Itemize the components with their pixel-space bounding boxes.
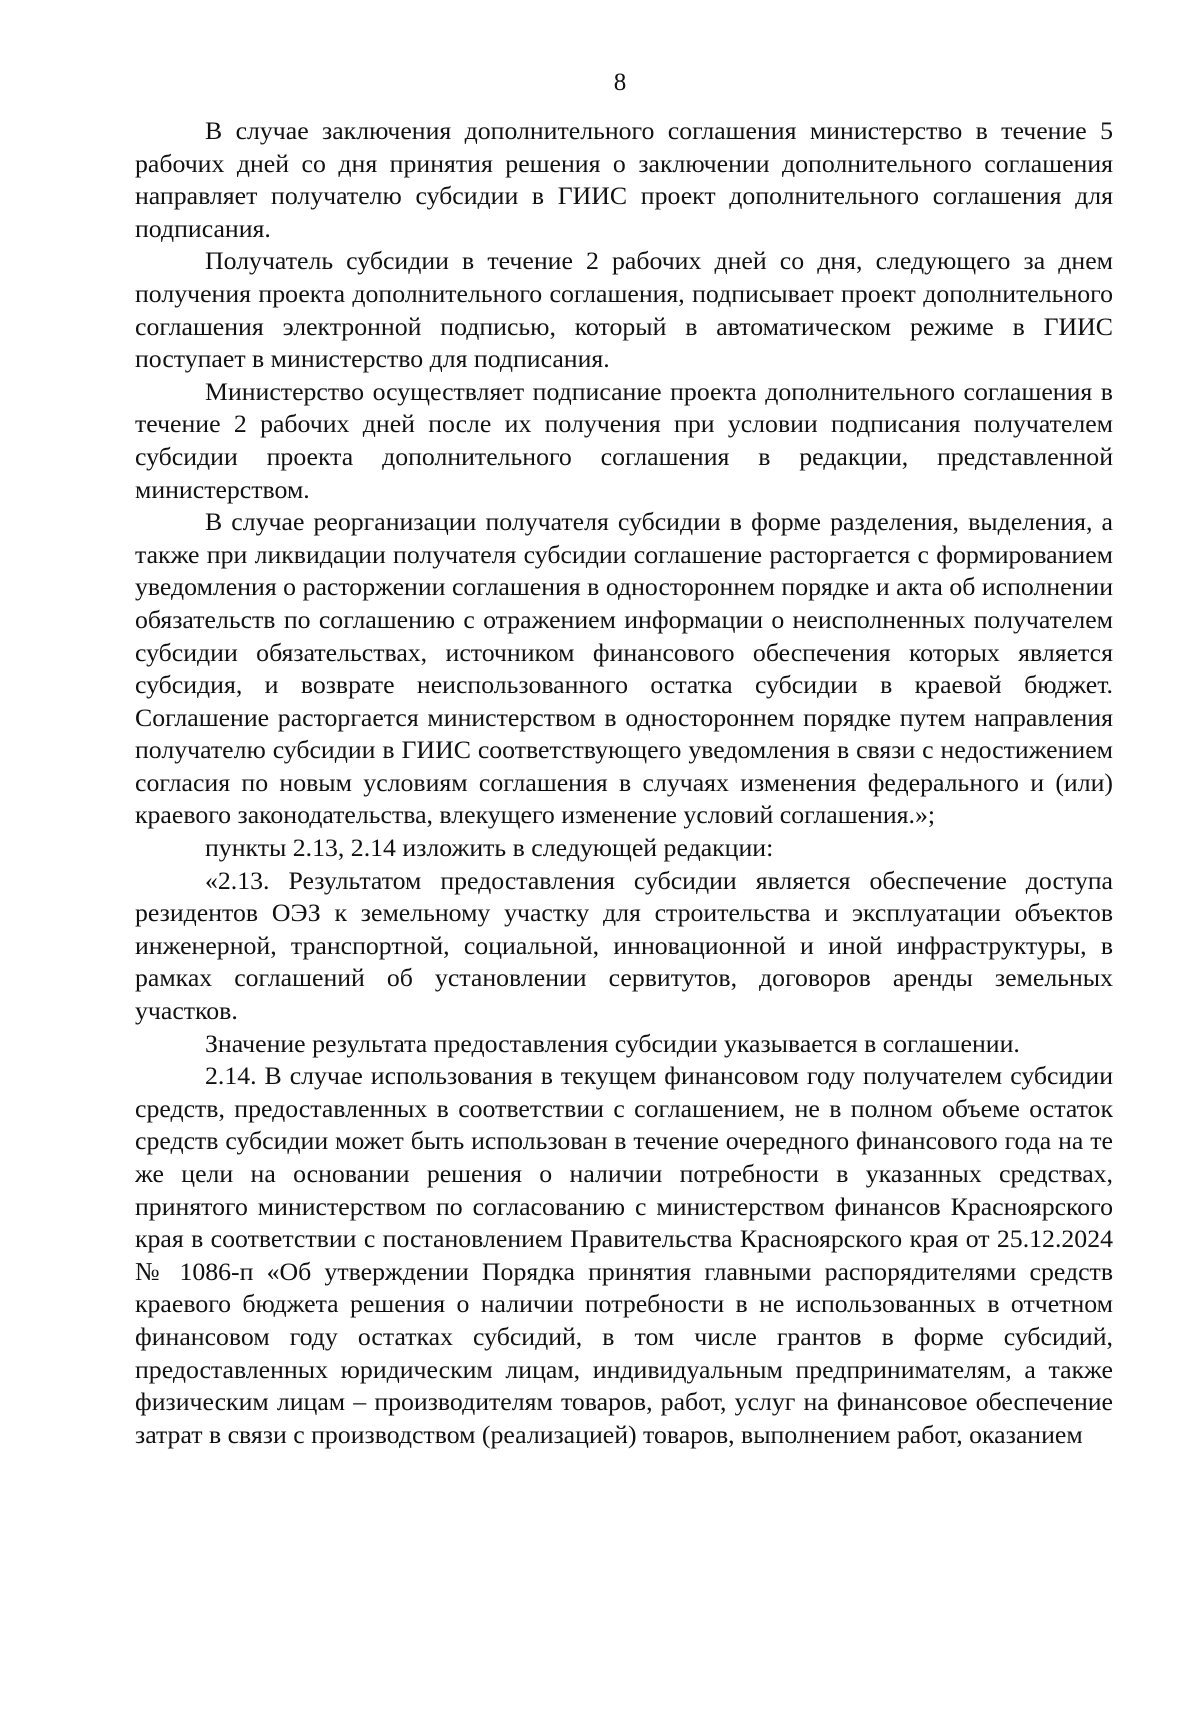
document-body — [135, 115, 1113, 1451]
paragraph-recipient-signing: Получатель субсидии в течение 2 рабочих дней со дня, следующего за днем получения проекта дополнительного соглашения, подписывает проект дополнительного соглашения электронной подписью, который в автоматическом режиме в ГИИС поступает в министерство для подписания. — [135, 246, 1113, 374]
paragraph-ministry-signing: Министерство осуществляет подписание проекта дополнительного соглашения в течение 2 рабочих дней после их получения при условии подписания получателем субсидии проекта дополнительного соглашения в редакции, представленной министерством. — [135, 376, 1113, 504]
paragraph-clauses-amendment: пункты 2.13, 2.14 изложить в следующей редакции: — [205, 833, 774, 863]
paragraph-reorganization-termination: В случае реорганизации получателя субсидии в форме разделения, выделения, а также при ликвидации получателя субсидии соглашение расторгается с формированием уведомления о расторжении соглашения в одностороннем порядке и акта об исполнении обязательств по соглашению с отражением информации о неисполненных получателем субсидии обязательствах, источником финансового обеспечения которых является субсидия, и возврате неиспользованного остатка субсидии в краевой бюджет. Соглашение расторгается министерством в одностороннем порядке путем направления получателю субсидии в ГИИС соответствующего уведомления в связи с недостижением согласия по новым условиям соглашения в случаях изменения федерального и (или) краевого законодательства, влекущего изменение условий соглашения.»; — [135, 507, 1113, 830]
paragraph-clause-2-14: 2.14. В случае использования в текущем финансовом году получателем субсидии средств, предоставленных в соответствии с соглашением, не в полном объеме остаток средств субсидии может быть использован в течение очередного финансового года на те же цели на основании решения о наличии потребности в указанных средствах, принятого министерством по согласованию с министерством финансов Красноярского края в соответствии с постановлением Правительства Красноярского края от 25.12.2024 № 1086-п «Об утверждении Порядка принятия главными распорядителями средств краевого бюджета решения о наличии потребности в не использованных в отчетном финансовом году остатках субсидий, в том числе грантов в форме субсидий, предоставленных юридическим лицам, индивидуальным предпринимателям, а также физическим лицам – производителям товаров, работ, услуг на финансовое обеспечение затрат в связи с производством (реализацией) товаров, выполнением работ, оказанием — [135, 1061, 1113, 1449]
paragraph-additional-agreement-sending: В случае заключения дополнительного соглашения министерство в течение 5 рабочих дней со дня принятия решения о заключении дополнительного соглашения направляет получателю субсидии в ГИИС проект дополнительного соглашения для подписания. — [135, 116, 1113, 243]
paragraph-result-value: Значение результата предоставления субсидии указывается в соглашении. — [205, 1028, 1020, 1058]
paragraph-clause-2-13: «2.13. Результатом предоставления субсидии является обеспечение доступа резидентов ОЭЗ к земельному участку для строительства и эксплуатации объектов инженерной, транспортной, социальной, инновационной и иной инфраструктуры, в рамках соглашений об установлении сервитутов, договоров аренды земельных участков. — [135, 865, 1113, 1026]
page-number: 8 — [613, 69, 627, 96]
